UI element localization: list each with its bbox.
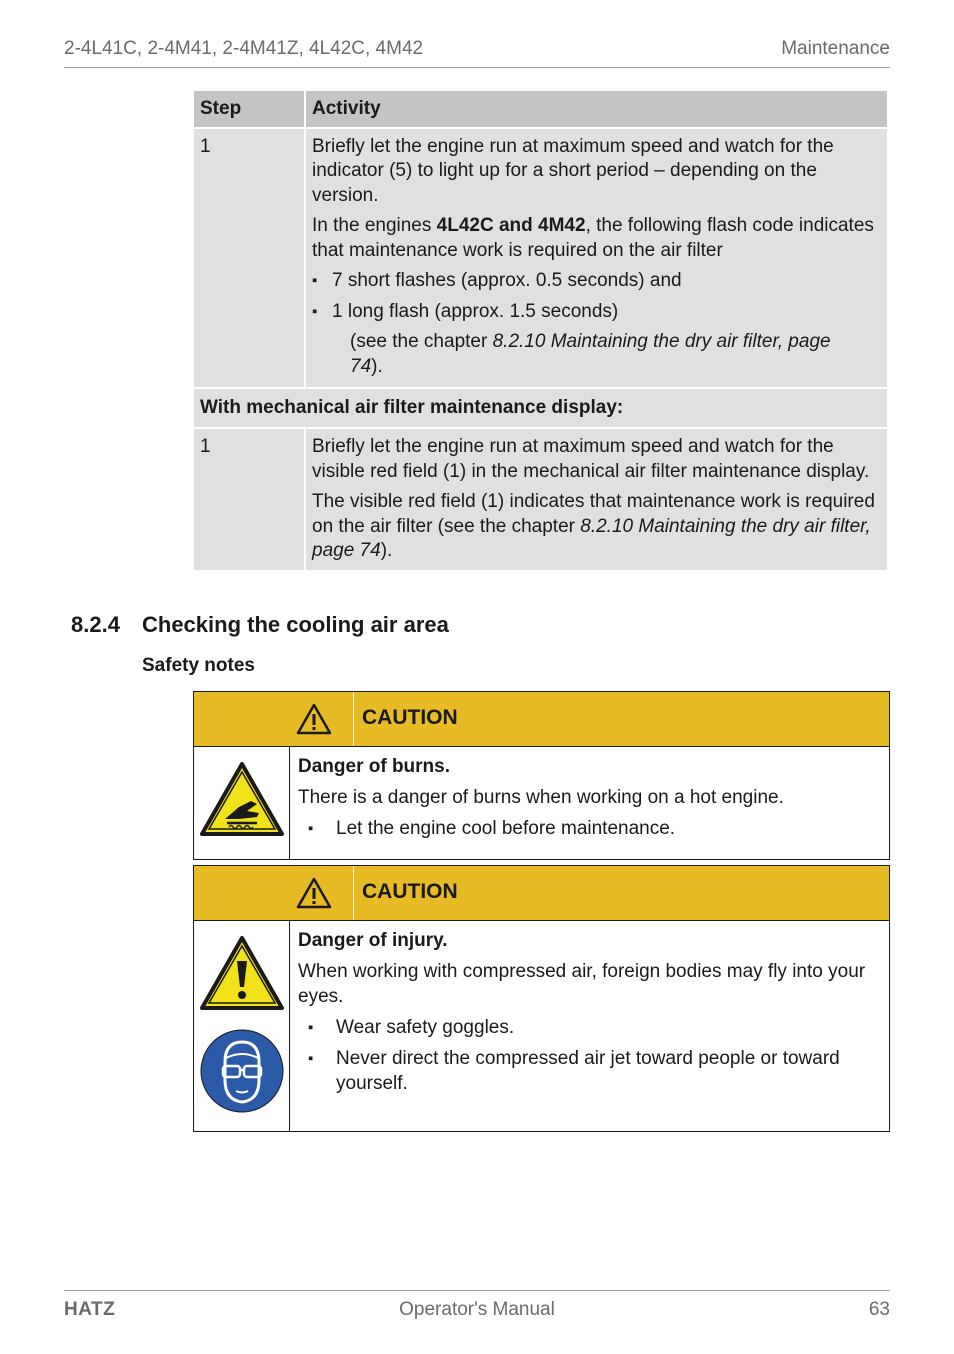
caution-box-burns (193, 691, 890, 860)
activity-paragraph: Briefly let the engine run at maximum speed and watch for the indicator (5) to light up for a short period – depending on the version. (312, 135, 834, 206)
caution-box-injury (193, 865, 890, 1132)
header-models: 2-4L41C, 2-4M41, 2-4M41Z, 4L42C, 4M42 (64, 38, 424, 59)
step-number: 1 (194, 429, 304, 570)
step-number: 1 (194, 129, 304, 387)
caution-label: CAUTION (362, 706, 458, 729)
caution-bullet: ▪ Wear safety goggles. (298, 1015, 881, 1040)
table-subheading-row (194, 389, 887, 428)
section-number: 8.2.4 (71, 612, 120, 637)
header-section: Maintenance (781, 38, 890, 59)
activity-cell (306, 129, 887, 387)
caution-bullet: ▪ Let the engine cool before maintenance. (298, 816, 881, 841)
table-row (194, 129, 887, 387)
warning-triangle-icon (296, 877, 332, 909)
page-number: 63 (868, 1299, 890, 1320)
table-row (194, 429, 887, 570)
page-header (64, 36, 890, 68)
caution-text: When working with compressed air, foreign bodies may fly into your eyes. (298, 961, 866, 1007)
caution-label: CAUTION (362, 880, 458, 903)
safety-notes-heading: Safety notes (142, 655, 255, 676)
list-item: ▪ 1 long flash (approx. 1.5 seconds) (312, 300, 881, 325)
col-header-activity: Activity (306, 91, 887, 127)
caution-title: Danger of injury. (298, 930, 448, 951)
steps-table (192, 89, 889, 572)
hot-surface-icon (199, 761, 285, 837)
general-warning-icon (199, 935, 285, 1011)
caution-bullet: ▪ Never direct the compressed air jet toward people or toward yourself. (298, 1046, 881, 1096)
activity-paragraph: The visible red field (1) indicates that maintenance work is required on the air filter (see the chapter 8.2.10 Maintaining the dry air filter, page 74). (312, 491, 875, 561)
caution-title: Danger of burns. (298, 756, 451, 777)
table-subheading: With mechanical air filter maintenance display: (194, 389, 887, 428)
manual-title: Operator's Manual (399, 1299, 555, 1320)
caution-bar (194, 692, 889, 747)
chapter-reference: (see the chapter 8.2.10 Maintaining the dry air filter, page 74). (350, 331, 831, 377)
brand-logo: HATZ (64, 1299, 116, 1320)
activity-cell (306, 429, 887, 570)
table-header-row (194, 91, 887, 127)
warning-triangle-icon (296, 703, 332, 735)
activity-paragraph: Briefly let the engine run at maximum speed and watch for the visible red field (1) in the mechanical air filter maintenance display. (312, 436, 870, 482)
page-footer (64, 1290, 890, 1330)
caution-text: There is a danger of burns when working on a hot engine. (298, 787, 784, 808)
chapter-link[interactable]: 8.2.10 Maintaining the dry air filter, page 74 (312, 515, 871, 561)
eye-protection-icon (199, 1028, 285, 1114)
col-header-step: Step (194, 91, 304, 127)
list-item: ▪ 7 short flashes (approx. 0.5 seconds) and (312, 269, 881, 294)
engine-models-bold: 4L42C and 4M42 (436, 215, 586, 236)
activity-paragraph: In the engines 4L42C and 4M42, the following flash code indicates that maintenance work is required on the air filter (312, 215, 874, 261)
chapter-link[interactable]: 8.2.10 Maintaining the dry air filter, page 74 (350, 331, 831, 377)
section-title: Checking the cooling air area (142, 612, 449, 637)
caution-bar (194, 866, 889, 921)
